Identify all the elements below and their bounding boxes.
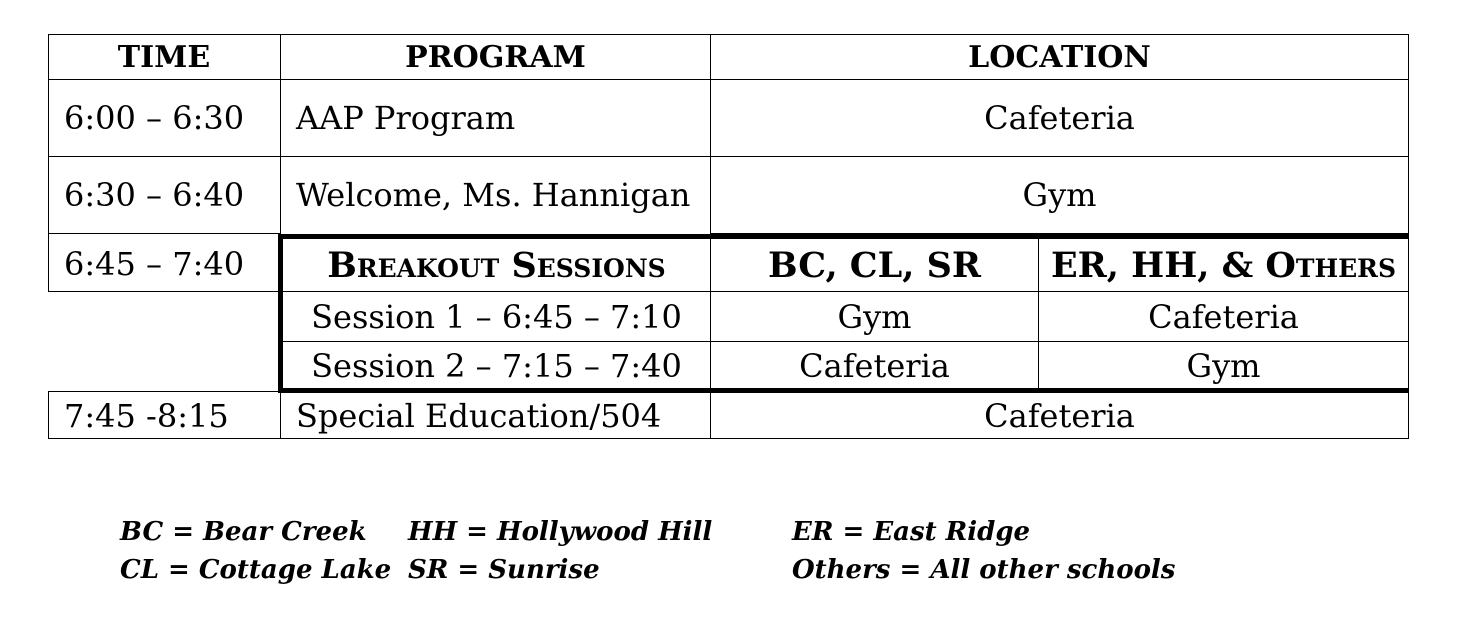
breakout-border — [278, 234, 1409, 239]
grid-line — [48, 291, 280, 292]
breakout-group-a: BC, CL, SR — [767, 245, 982, 286]
header-location: LOCATION — [968, 39, 1151, 75]
breakout-time: 6:45 – 7:40 — [64, 244, 245, 283]
session-1-group-a: Gym — [837, 297, 912, 336]
row-1-program: AAP Program — [296, 99, 516, 137]
grid-line — [48, 391, 49, 439]
breakout-group-b: ER, HH, & Others — [1050, 245, 1397, 286]
legend-hh: HH = Hollywood Hill — [408, 517, 713, 547]
header-time: TIME — [117, 39, 211, 75]
legend-bc: BC = Bear Creek — [120, 517, 367, 547]
legend-er: ER = East Ridge — [792, 517, 1031, 547]
legend-others: Others = All other schools — [792, 555, 1176, 585]
last-row-program: Special Education/504 — [296, 396, 662, 435]
session-2-label: Session 2 – 7:15 – 7:40 — [311, 346, 682, 385]
last-row-location: Cafeteria — [984, 396, 1135, 435]
row-2-time: 6:30 – 6:40 — [64, 176, 245, 214]
session-2-group-b: Gym — [1186, 346, 1261, 385]
session-1-label: Session 1 – 6:45 – 7:10 — [311, 297, 682, 336]
row-2-location: Gym — [1022, 176, 1097, 214]
grid-line — [48, 391, 280, 392]
row-1-time: 6:00 – 6:30 — [64, 99, 245, 137]
session-2-group-a: Cafeteria — [799, 346, 950, 385]
session-1-group-b: Cafeteria — [1148, 297, 1299, 336]
legend-cl: CL = Cottage Lake — [120, 555, 392, 585]
legend-sr: SR = Sunrise — [408, 555, 600, 585]
row-2-program: Welcome, Ms. Hannigan — [296, 176, 691, 214]
last-row-time: 7:45 -8:15 — [64, 396, 229, 435]
breakout-title: Breakout Sessions — [327, 245, 666, 286]
row-1-location: Cafeteria — [984, 99, 1135, 137]
header-program: PROGRAM — [405, 39, 586, 75]
grid-line — [48, 438, 1409, 439]
grid-line — [48, 233, 280, 234]
grid-line — [280, 391, 281, 439]
